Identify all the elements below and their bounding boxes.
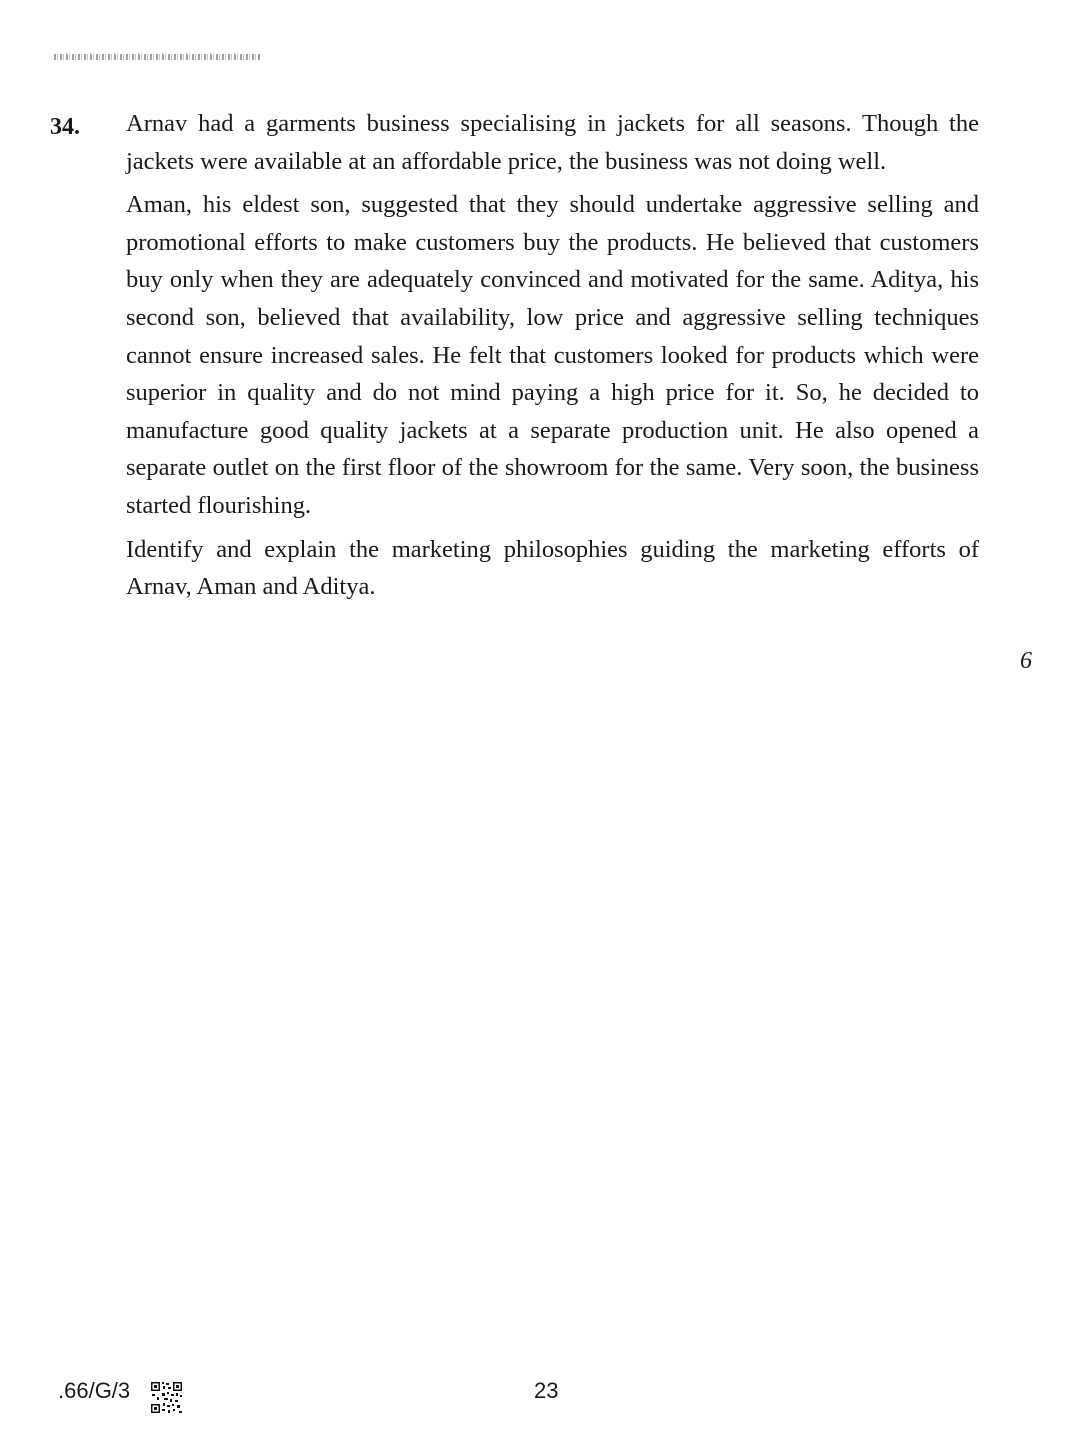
question-body [126,105,979,612]
question-marks: 6 [1020,648,1032,674]
question-paragraph-1: Arnav had a garments business specialising in jackets for all seasons. Though the jackets were available at an affordable price, the business was not doing well. [126,110,979,175]
top-barcode-strip [54,54,260,60]
qr-code-icon [150,1381,183,1414]
paper-code: .66/G/3 [58,1378,131,1403]
question-number: 34. [50,114,80,140]
page-number: 23 [534,1378,559,1403]
question-paragraph-3: Identify and explain the marketing philosophies guiding the marketing efforts of Arnav, Aman and Aditya. [126,535,979,601]
question-paragraph-2: Aman, his eldest son, suggested that they should undertake aggressive selling and promotional efforts to make customers buy the products. He believed that customers buy only when they are adequately convinced and motivated for the same. Aditya, his second son, believed that availability, low price and aggressive selling techniques cannot ensure increased sales. He felt that customers looked for products which were superior in quality and do not mind paying a high price for it. So, he decided to manufacture good quality jackets at a separate production unit. He also opened a separate outlet on the first floor of the showroom for the same. Very soon, the business started flourishing. [126,191,979,519]
